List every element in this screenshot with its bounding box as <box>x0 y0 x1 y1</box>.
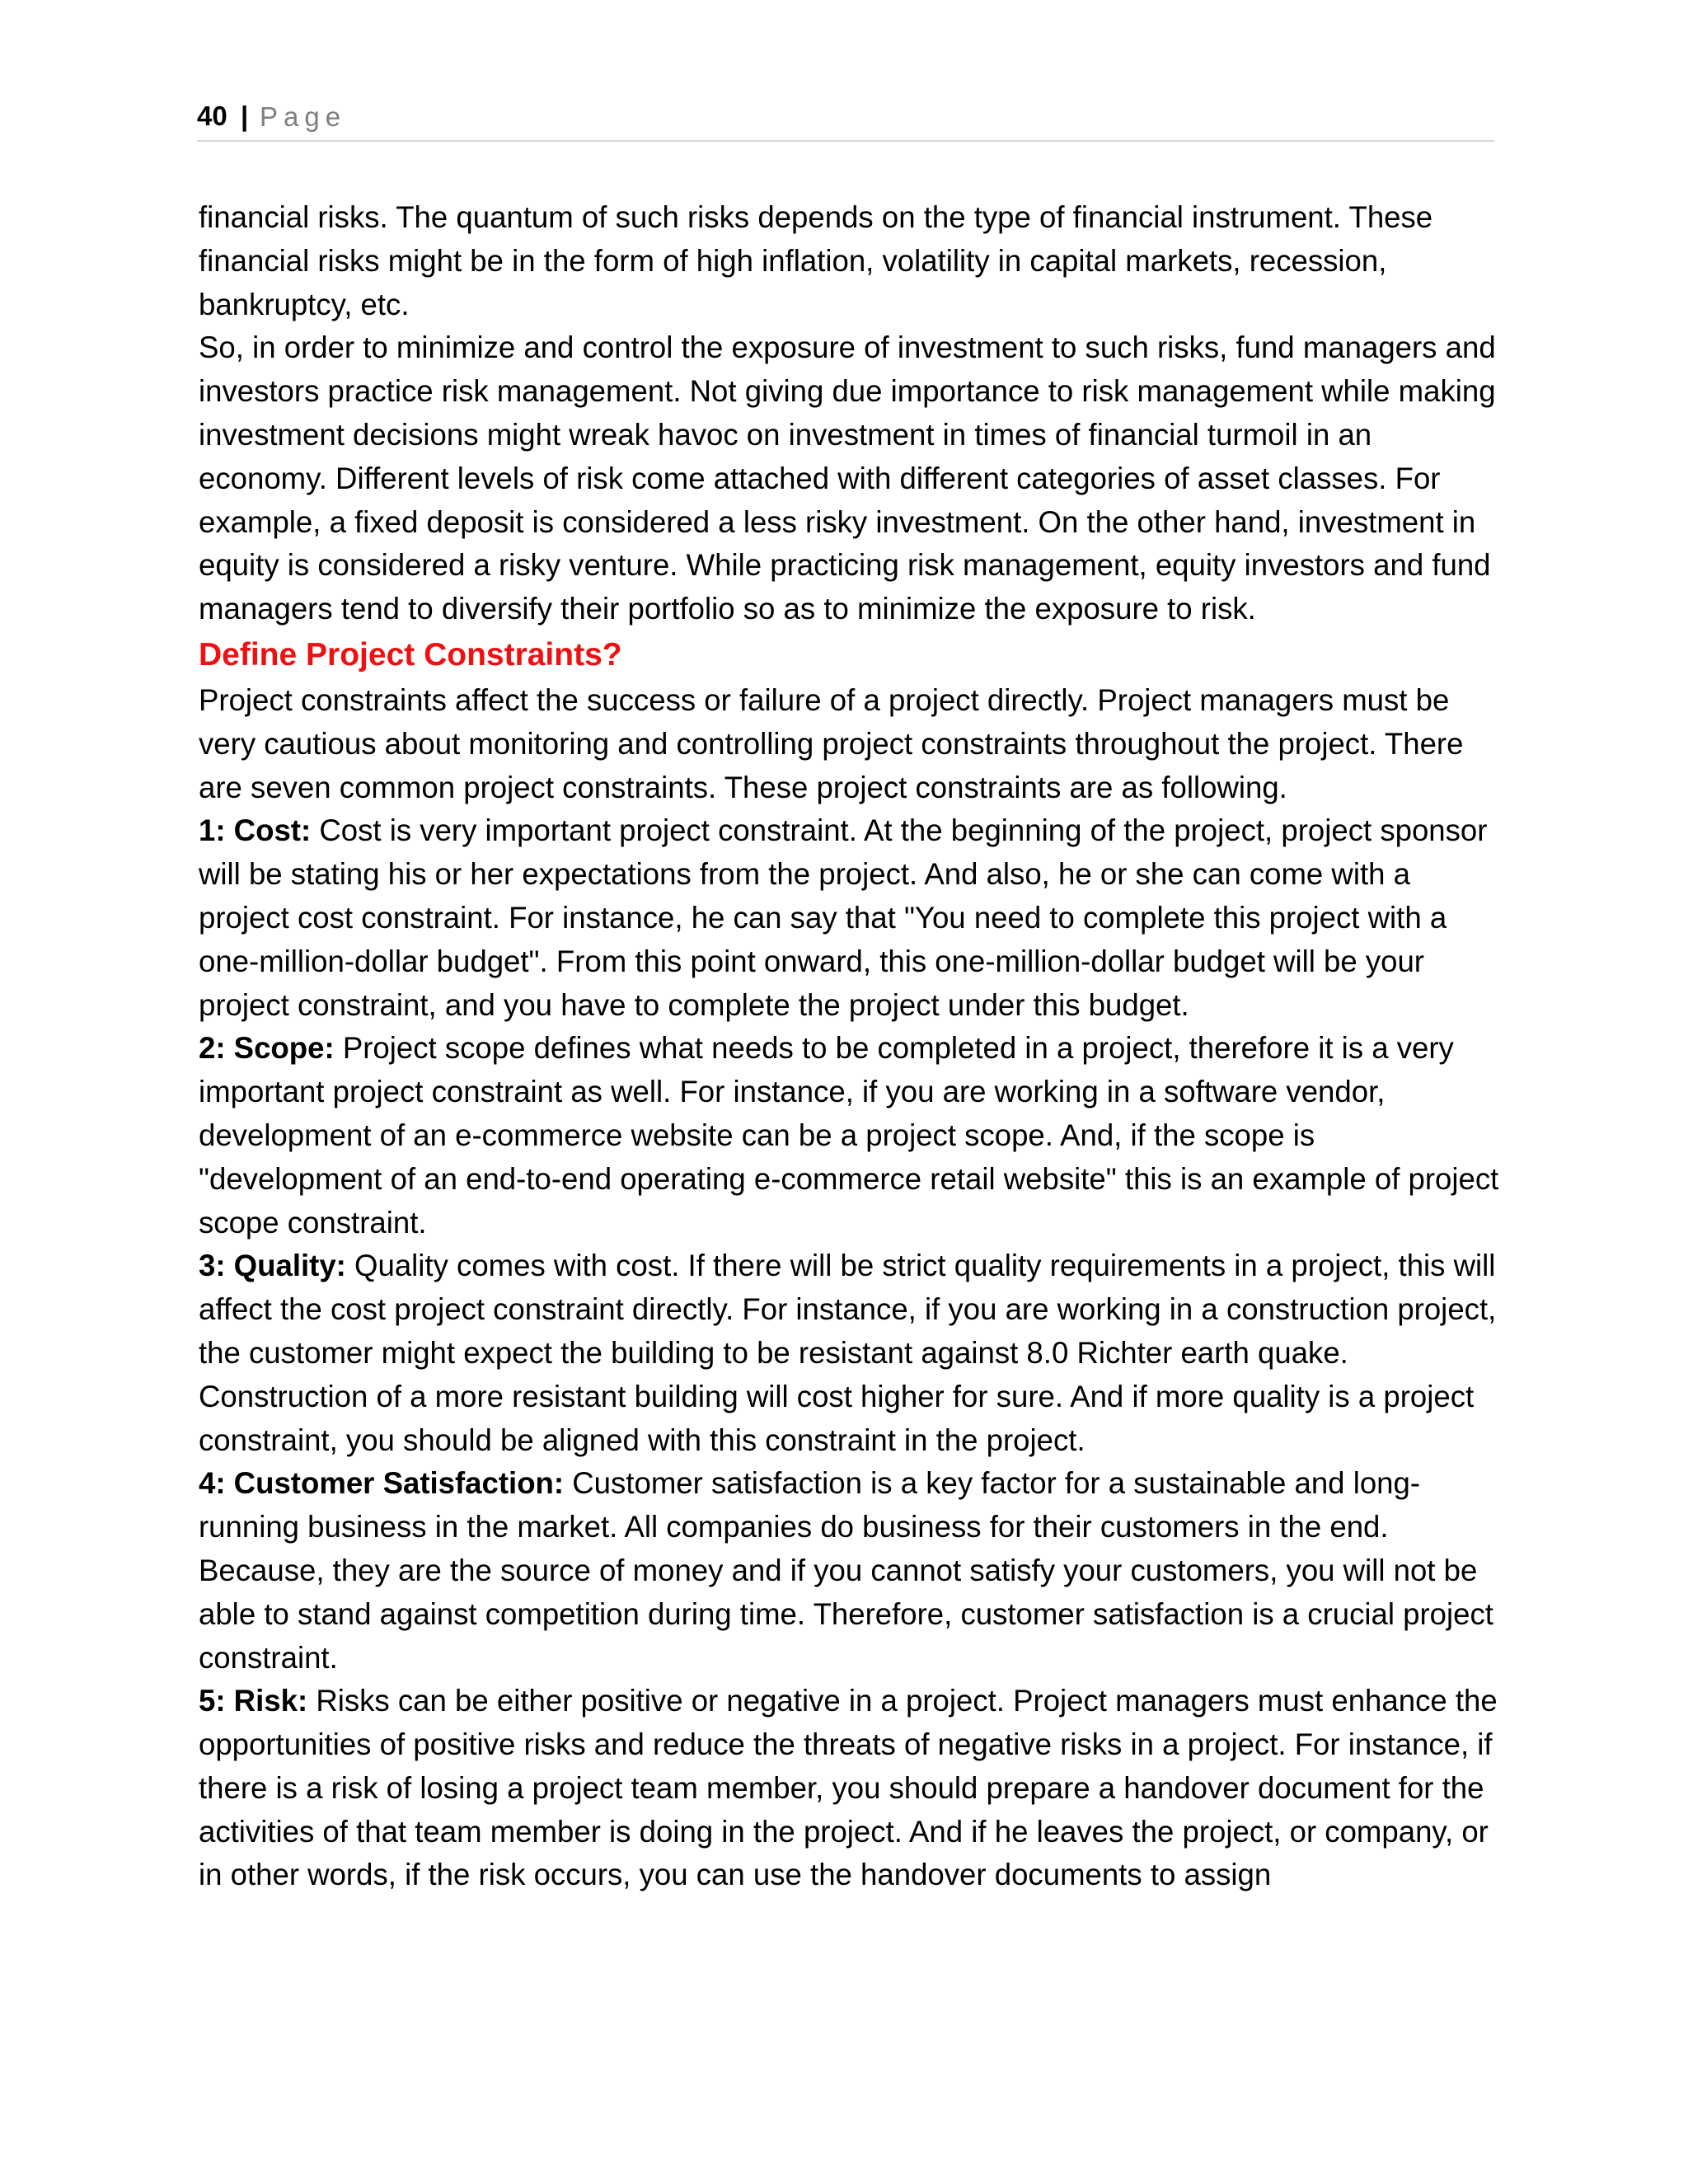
constraint-label: 4: Customer Satisfaction: <box>199 1466 565 1501</box>
constraint-quality <box>199 1244 1501 1462</box>
intro-paragraph: So, in order to minimize and control the exposure of investment to such risks, fund managers and investors practice risk management. Not giving due importance to risk management while making investment decisions might wreak havoc on investment in times of financial turmoil in an economy. Different levels of risk come attached with different categories of asset classes. For example, a fixed deposit is considered a less risky investment. On the other hand, investment in equity is considered a risky venture. While practicing risk management, equity investors and fund managers tend to diversify their portfolio so as to minimize the exposure to risk. <box>199 330 1496 626</box>
document-body <box>199 196 1501 1897</box>
intro-paragraph: financial risks. The quantum of such risks depends on the type of financial instrument. These financial risks might be in the form of high inflation, volatility in capital markets, recession, bankruptcy, etc. <box>199 200 1433 321</box>
constraint-scope <box>199 1027 1501 1244</box>
section-intro: Project constraints affect the success or failure of a project directly. Project managers must be very cautious about monitoring and controlling project constraints throughout the project. There are seven common project constraints. These project constraints are as following. <box>199 682 1464 804</box>
constraint-text: Customer satisfaction is a key factor for a sustainable and long-running business in the market. All companies do business for their customers in the end. Because, they are the source of money and if you cannot satisfy your customers, you will not be able to stand against competition during time. Therefore, customer satisfaction is a crucial project constraint. <box>199 1466 1493 1675</box>
constraint-customer-satisfaction <box>199 1462 1501 1680</box>
constraint-label: 3: Quality: <box>199 1249 346 1283</box>
page-number-separator: | <box>241 101 249 131</box>
page-label: Page <box>260 101 347 132</box>
constraint-risk <box>199 1680 1501 1897</box>
constraint-label: 2: Scope: <box>199 1031 335 1066</box>
page-number: 40 <box>197 101 227 131</box>
section-heading: Define Project Constraints? <box>199 636 622 673</box>
constraint-text: Risks can be either positive or negative in a project. Project managers must enhance the opportunities of positive risks and reduce the threats of negative risks in a project. For instance, if there is a risk of losing a project team member, you should prepare a handover document for the activities of that team member is doing in the project. And if he leaves the project, or company, or in other words, if the risk occurs, you can use the handover documents to assign <box>199 1684 1498 1892</box>
constraint-label: 5: Risk: <box>199 1684 308 1718</box>
page-header <box>197 96 1494 142</box>
constraint-label: 1: Cost: <box>199 813 312 848</box>
constraint-text: Project scope defines what needs to be completed in a project, therefore it is a very important project constraint as well. For instance, if you are working in a software vendor, development of an e-commerce website can be a project scope. And, if the scope is "development of an end-to-end operating e-commerce retail website" this is an example of project scope constraint. <box>199 1031 1499 1240</box>
constraint-cost <box>199 809 1501 1027</box>
constraint-text: Cost is very important project constraint. At the beginning of the project, project sponsor will be stating his or her expectations from the project. And also, he or she can come with a project cost constraint. For instance, he can say that "You need to complete this project with a one-million-dollar budget". From this point onward, this one-million-dollar budget will be your project constraint, and you have to complete the project under this budget. <box>199 813 1488 1022</box>
constraint-text: Quality comes with cost. If there will be strict quality requirements in a project, this will affect the cost project constraint directly. For instance, if you are working in a construction project, the customer might expect the building to be resistant against 8.0 Richter earth quake. Construction of a more resistant building will cost higher for sure. And if more quality is a project constraint, you should be aligned with this constraint in the project. <box>199 1249 1497 1457</box>
